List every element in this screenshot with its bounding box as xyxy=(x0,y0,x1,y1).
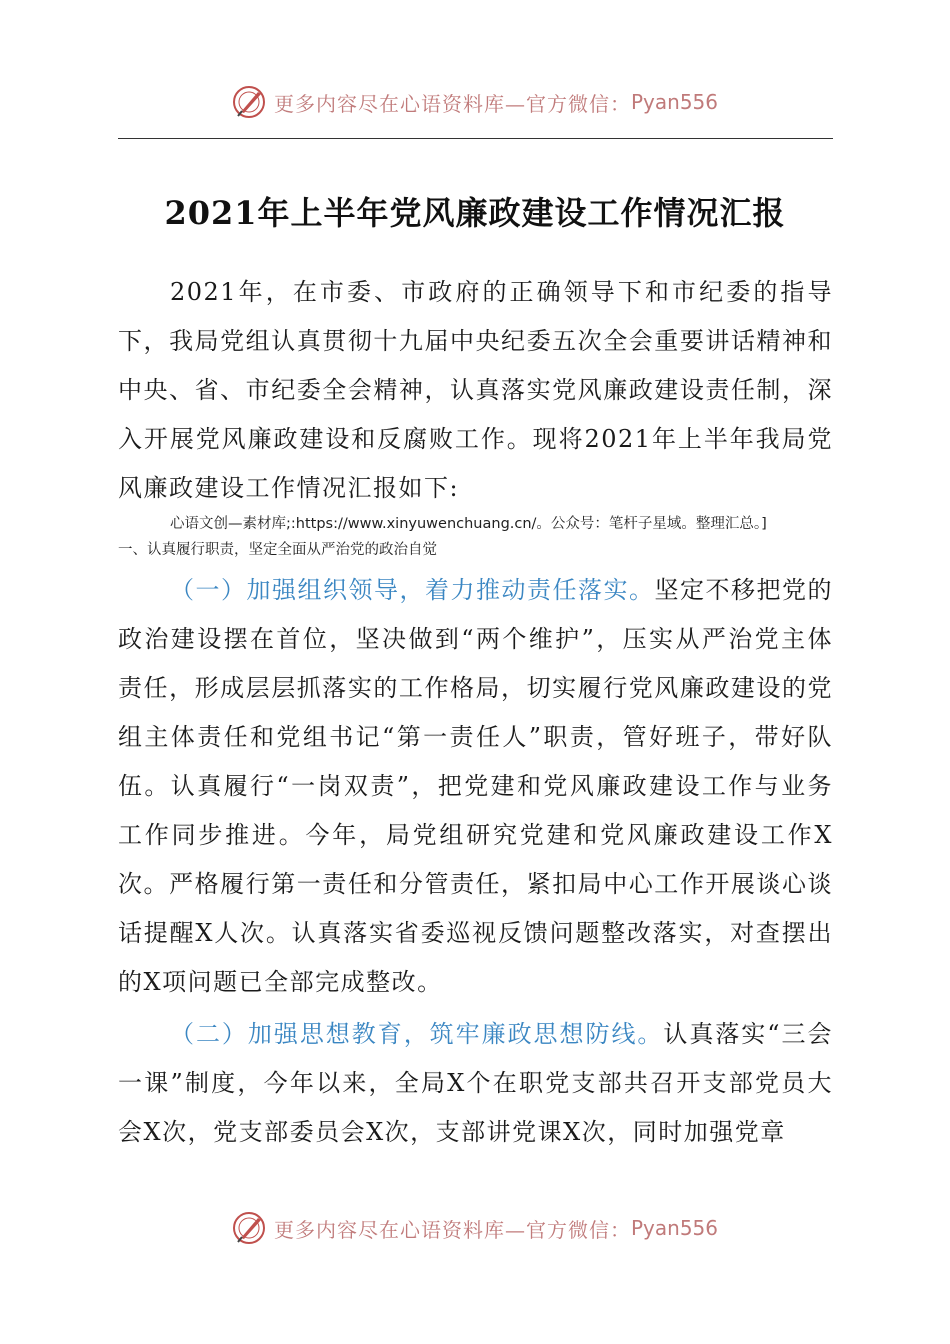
footer-watermark xyxy=(0,1208,950,1248)
subsection-1-heading: （一）加强组织领导，着力推动责任落实。 xyxy=(170,576,655,604)
subsection-2-heading: （二）加强思想教育，筑牢廉政思想防线。 xyxy=(170,1020,664,1048)
quill-logo-icon xyxy=(232,84,268,120)
section-heading: 一、认真履行职责，坚定全面从严治党的政治自觉 xyxy=(118,542,437,558)
header-divider xyxy=(118,138,833,139)
intro-paragraph: 2021年，在市委、市政府的正确领导下和市纪委的指导下，我局党组认真贯彻十九届中央纪委五次全会重要讲话精神和中央、省、市纪委全会精神，认真落实党风廉政建设责任制，深入开展党风廉政建设和反腐败工作。现将2021年上半年我局党风廉政建设工作情况汇报如下: xyxy=(118,278,833,502)
header-watermark xyxy=(0,82,950,122)
quill-logo-icon xyxy=(232,1210,268,1246)
subsection-1-body: 坚定不移把党的政治建设摆在首位，坚决做到“两个维护”，压实从严治党主体责任，形成层层抓落实的工作格局，切实履行党风廉政建设的党组主体责任和党组书记“第一责任人”职责，管好班子，带好队伍。认真履行“一岗双责”，把党建和党风廉政建设工作与业务工作同步推进。今年，局党组研究党建和党风廉政建设工作X次。严格履行第一责任和分管责任，紧扣局中心工作开展谈心谈话提醒X人次。认真落实省委巡视反馈问题整改落实，对查摆出的X项问题已全部完成整改。 xyxy=(118,576,833,996)
watermark-text: 更多内容尽在心语资料库—官方微信： xyxy=(273,91,631,116)
subsection-1-paragraph xyxy=(118,566,833,1007)
subsection-2-paragraph xyxy=(118,1010,833,1157)
watermark-contact: Pyan556 xyxy=(630,1216,718,1240)
watermark-text: 更多内容尽在心语资料库—官方微信： xyxy=(273,1217,631,1242)
document-title: 2021年上半年党风廉政建设工作情况汇报 xyxy=(164,194,786,232)
watermark-contact: Pyan556 xyxy=(630,90,718,114)
source-note: 心语文创—素材库;:https://www.xinyuwenchuang.cn/。公众号：笔杆子星域。整理汇总。] xyxy=(170,516,767,532)
subsection-2-body: 认真落实“三会一课”制度，今年以来，全局X个在职党支部共召开支部党员大会X次，党支部委员会X次，支部讲党课X次，同时加强党章 xyxy=(118,1020,833,1146)
